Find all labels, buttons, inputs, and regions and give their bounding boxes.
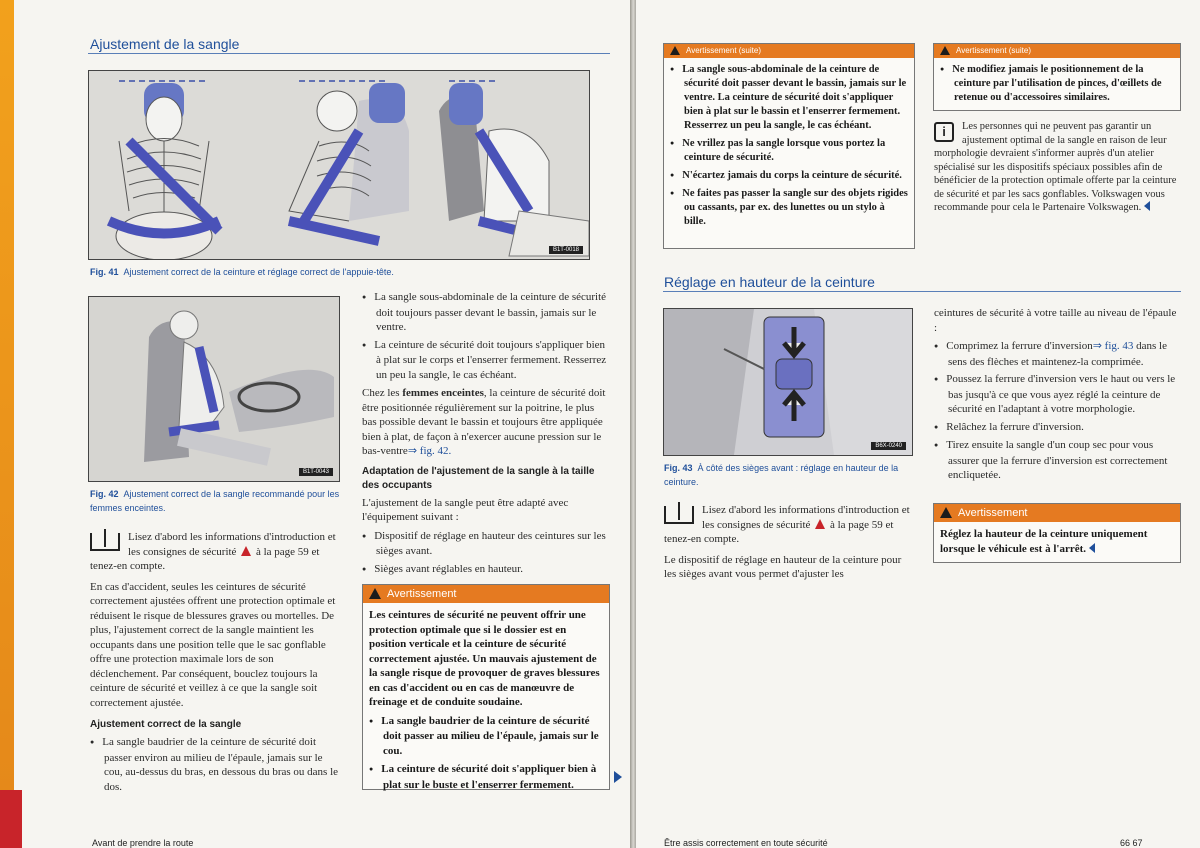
- page-numbers: 66 67: [1120, 838, 1143, 848]
- info-note: i Les personnes qui ne peuvent pas garantir un ajustement optimal de la sangle en raison de leur morphologie devraient s'informer auprès d'un atelier spécialisé sur les dispositifs spéciaux possibles afin de bénéficier de la protection optimale offerte par la ceinture de sécurité et par les sacs gonflables. Volkswagen vous recommande pour cela le Partenaire Volkswagen.: [934, 121, 1177, 213]
- section-title: Ajustement de la sangle: [90, 36, 240, 52]
- caption-text: À côté des sièges avant : réglage en hauteur de la ceinture.: [664, 463, 899, 487]
- warning-bullet-1: ● La sangle sous-abdominale de la ceinture de sécurité doit passer devant le bassin, jamais sur le ventre. La ceinture de sécurité doit s'appliquer bien à plat sur le bassin et l'enserrer fermement. Resserrez un peu la sangle, le cas échéant.: [670, 63, 908, 133]
- subhead-adaptation: Adaptation de l'ajustement de la sangle à la taille des occupants: [362, 465, 595, 491]
- section-rule: [663, 291, 1181, 292]
- intro-note: Lisez d'abord les informations d'introduction et les consignes de sécurité à la page 59 et tenez-en compte.: [664, 504, 910, 545]
- warning-bullet-1: ● Ne modifiez jamais le positionnement de la ceinture par l'utilisation de pinces, d'œillets de retenue ou d'accessoires similaires.: [940, 63, 1174, 105]
- warning-header: Avertissement: [363, 585, 609, 603]
- subhead-ajustement: Ajustement correct de la sangle: [90, 719, 242, 730]
- adaptation-intro: L'ajustement de la sangle peut être adapté avec l'équipement suivant :: [362, 496, 569, 523]
- warning-triangle-icon: [940, 507, 952, 518]
- warning-triangle-icon: [241, 546, 251, 556]
- warning-bullet-2: ● Ne vrillez pas la sangle lorsque vous portez la ceinture de sécurité.: [670, 137, 908, 165]
- caption-text: Ajustement correct de la sangle recommandé pour les femmes enceintes.: [90, 489, 340, 513]
- figure-42-reference-link[interactable]: ⇒ fig. 42.: [407, 445, 452, 457]
- warning-body: [934, 522, 1180, 561]
- right-left-column-text: [664, 503, 914, 586]
- warning-triangle-icon: [670, 46, 680, 55]
- figure-43-reference-link[interactable]: ⇒ fig. 43: [1092, 340, 1134, 352]
- figure-code: B1T-0043: [299, 468, 333, 476]
- figure-42-caption: [90, 487, 340, 515]
- step-3: ● Relâchez la ferrure d'inversion.: [934, 420, 1182, 436]
- warning-header: Avertissement (suite): [664, 44, 914, 58]
- end-arrow-icon: [1144, 201, 1150, 211]
- right-column-text: [362, 290, 610, 580]
- step-1: ● Comprimez la ferrure d'inversion⇒ fig. 43 dans le sens des flèches et maintenez-la comprimée.: [934, 339, 1182, 369]
- warning-continued-box-2: [933, 43, 1181, 111]
- height-paragraph: Le dispositif de réglage en hauteur de la ceinture pour les sièges avant vous permet d'ajuster les: [664, 553, 902, 580]
- warning-bullet-1: ● La sangle baudrier de la ceinture de sécurité doit passer au milieu de l'épaule, jamais sur le cou.: [369, 714, 603, 759]
- warning-triangle-icon: [369, 588, 381, 599]
- page-footer: Être assis correctement en toute sécurité: [664, 838, 828, 848]
- figure-41-seatbelt-illustration: [88, 70, 590, 260]
- paragraph-pregnant: Chez les femmes enceintes, la ceinture de sécurité doit être positionnée régulièrement sur la poitrine, le plus bas possible devant le bassin et toujours être appliquée bien à plat, de façon à n'exercer aucune pression sur le bas-ventre⇒ fig. 42.: [362, 387, 606, 457]
- adaptation-bullet-2: ● Sièges avant réglables en hauteur.: [362, 562, 610, 578]
- warning-text: Réglez la hauteur de la ceinture uniquement lorsque le véhicule est à l'arrêt.: [940, 528, 1148, 555]
- pregnant-driver-drawing: [89, 297, 339, 481]
- right-page: [636, 0, 1200, 848]
- warning-body: [363, 603, 609, 801]
- warning-bullet-3: ● N'écartez jamais du corps la ceinture de sécurité.: [670, 169, 908, 183]
- figure-41-caption: [90, 265, 610, 279]
- warning-continued-box-1: [663, 43, 915, 249]
- warning-body: [934, 58, 1180, 114]
- info-icon: i: [934, 122, 954, 142]
- warning-bullet-2: ● La ceinture de sécurité doit s'appliquer bien à plat sur le buste et l'enserrer fermement.: [369, 762, 603, 792]
- bullet-a-plat: ● La ceinture de sécurité doit toujours s'appliquer bien à plat sur le corps et l'enserrer fermement. Resserrez un peu la sangle, le cas échéant.: [362, 338, 610, 383]
- end-arrow-icon: [1089, 543, 1095, 553]
- warning-triangle-icon: [815, 519, 825, 529]
- intro-note: Lisez d'abord les informations d'introduction et les consignes de sécurité à la page 59 et tenez-en compte.: [90, 531, 336, 572]
- paragraph-accident: En cas d'accident, seules les ceintures de sécurité correctement ajustées offrent une protection optimale et réduisent le risque de blessures graves ou mortelles. De plus, l'ajustement correct de la sangle maintient les occupants dans une position telle que le sac gonflable offre une protection maximale lors de son déclenchement. Par conséquent, bouclez toujours la ceinture de sécurité et veillez à ce que la sangle soit correctement ajustée.: [90, 580, 336, 709]
- step-4: ● Tirez ensuite la sangle d'un coup sec pour vous assurer que la ferrure d'inversion est correctement encliquetée.: [934, 438, 1182, 483]
- figure-42-pregnant-woman-illustration: [88, 296, 340, 482]
- warning-body: [664, 58, 914, 238]
- warning-box: [933, 503, 1181, 563]
- height-adjuster-drawing: [664, 309, 912, 455]
- figure-43-caption: [664, 461, 914, 489]
- book-icon: [664, 506, 694, 524]
- warning-header: Avertissement (suite): [934, 44, 1180, 58]
- figure-label: Fig. 42: [90, 489, 119, 499]
- chapter-tab-red: [0, 790, 22, 848]
- caption-text: Ajustement correct de la ceinture et réglage correct de l'appuie-tête.: [123, 267, 394, 277]
- warning-box: [362, 584, 610, 790]
- figure-43-belt-height-adjuster: [663, 308, 913, 456]
- warning-text: Les ceintures de sécurité ne peuvent offrir une protection optimale que si le dossier est en position verticale et la ceinture de sécurité correctement ajustée. Un mauvais ajustement de la sangle risque de provoquer de graves blessures en cas d'accident ou en cas de manœuvre de freinage et de conduite soudaine.: [369, 609, 600, 708]
- continue-arrow-icon[interactable]: [614, 770, 622, 788]
- warning-triangle-icon: [940, 46, 950, 55]
- seatbelt-skeleton-drawing: [89, 71, 589, 259]
- figure-code: B1T-0018: [549, 246, 583, 254]
- book-icon: [90, 533, 120, 551]
- step-2: ● Poussez la ferrure d'inversion vers le haut ou vers le bas jusqu'à ce que vous ayez réglé la ceinture de sécurité en l'adaptant à votre morphologie.: [934, 372, 1182, 417]
- bullet-baudrier: ● La sangle baudrier de la ceinture de sécurité doit passer environ au milieu de l'épaule, jamais sur le cou, au-dessus du bras, en dessous du bras ou dans le dos.: [90, 735, 340, 794]
- warning-header: Avertissement: [934, 504, 1180, 522]
- figure-label: Fig. 43: [664, 463, 693, 473]
- column-paragraph: ceintures de sécurité à votre taille au niveau de l'épaule :: [934, 307, 1177, 334]
- bullet-sous-abdominale: ● La sangle sous-abdominale de la ceinture de sécurité doit toujours passer devant le bassin, jamais sur le ventre.: [362, 290, 610, 335]
- warning-bullet-4: ● Ne faites pas passer la sangle sur des objets rigides ou cassants, par ex. des lunettes ou un stylo à bille.: [670, 187, 908, 229]
- figure-label: Fig. 41: [90, 267, 119, 277]
- page-footer: Avant de prendre la route: [92, 838, 194, 848]
- left-column-text: [90, 530, 340, 797]
- figure-code: B6X-0240: [871, 442, 906, 450]
- section-rule: [88, 53, 610, 54]
- right-right-column-text: [934, 306, 1182, 486]
- adaptation-bullet-1: ● Dispositif de réglage en hauteur des ceintures sur les sièges avant.: [362, 529, 610, 559]
- section-title: Réglage en hauteur de la ceinture: [664, 274, 875, 290]
- chapter-tab: [0, 0, 14, 790]
